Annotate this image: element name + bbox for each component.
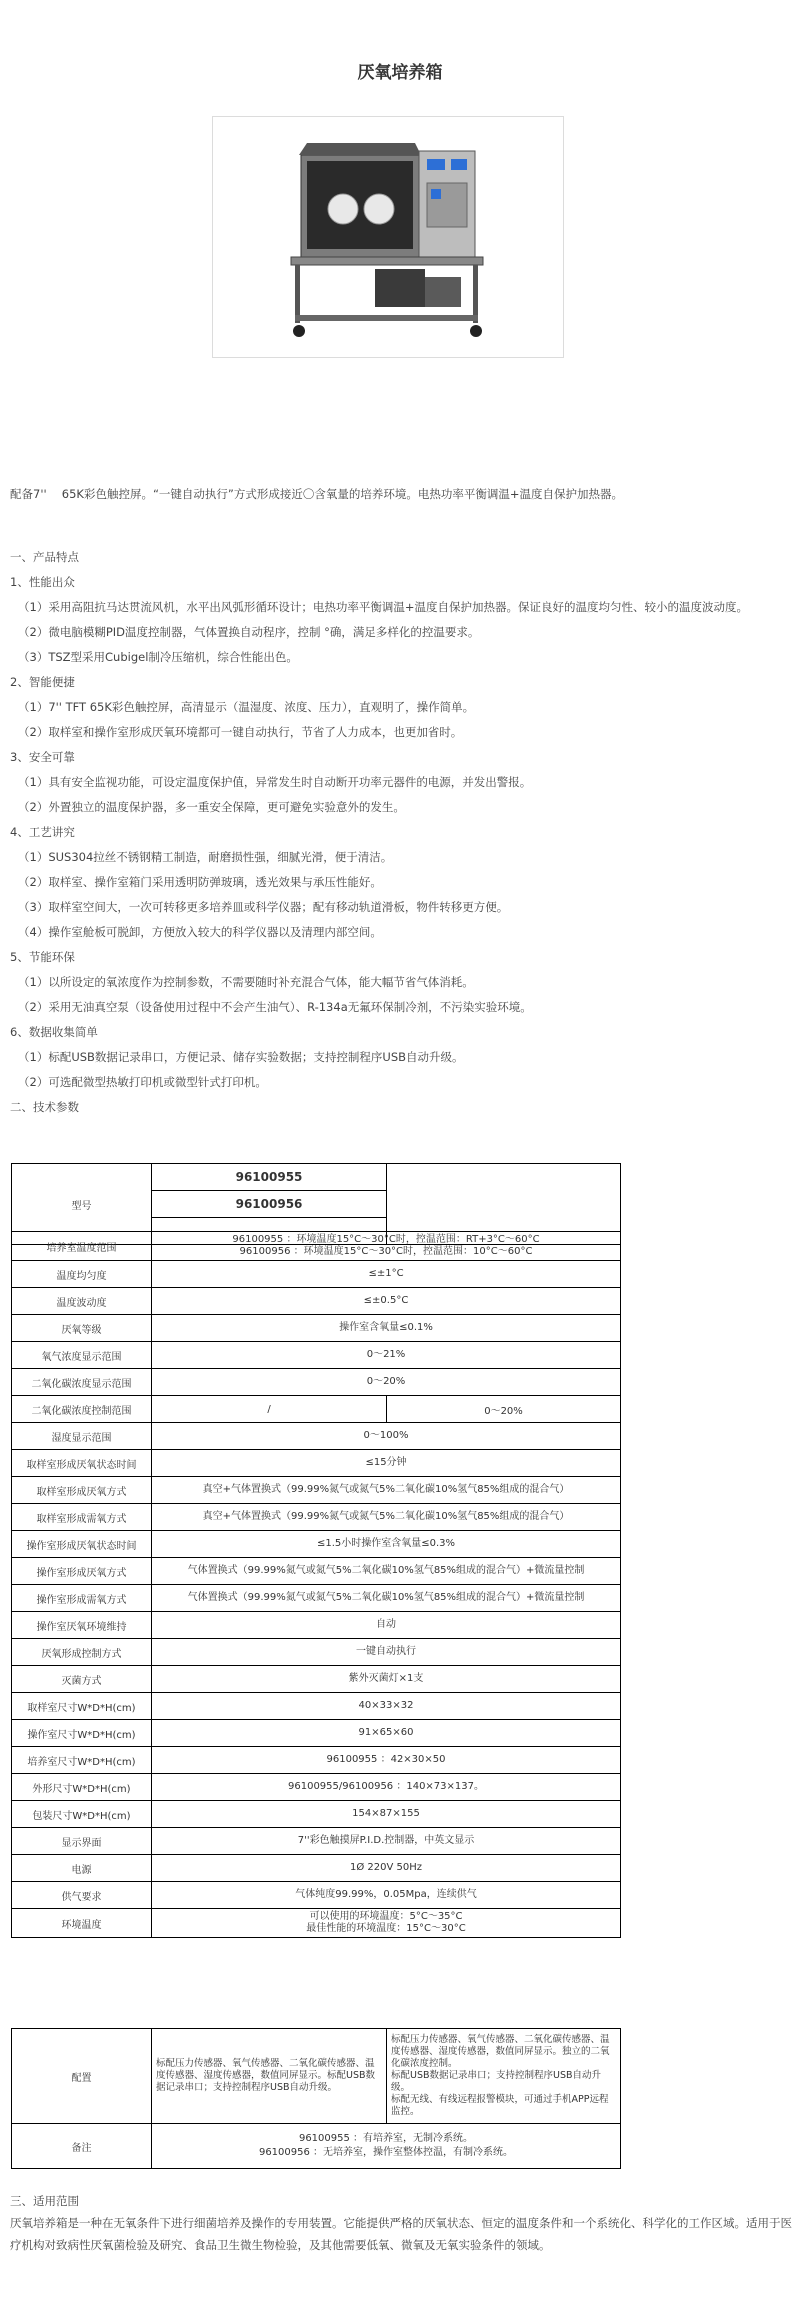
- param-label: 供气要求: [12, 1882, 152, 1909]
- param-label: 灭菌方式: [12, 1666, 152, 1693]
- feature-item: （1）以所设定的氧浓度作为控制参数，不需要随时补充混合气体，能大幅节省气体消耗。: [18, 975, 474, 989]
- feature-item: （3）取样室空间大，一次可转移更多培养皿或科学仪器；配有移动轨道滑板，物件转移更方便。: [18, 900, 509, 914]
- config-left: 标配压力传感器、氧气传感器、二氧化碳传感器、温度传感器、湿度传感器，数值同屏显示。标配USB数据记录串口；支持控制程序USB自动升级。: [152, 2029, 387, 2124]
- table-row: [12, 1828, 621, 1855]
- table-row: [12, 1747, 621, 1774]
- param-value: 自动: [152, 1612, 621, 1639]
- param-value: /: [152, 1396, 387, 1423]
- param-value: 可以使用的环境温度：5°C～35°C 最佳性能的环境温度：15°C～30°C: [152, 1909, 621, 1938]
- param-label: 取样室形成需氧方式: [12, 1504, 152, 1531]
- param-value: 7''彩色触摸屏P.I.D.控制器，中英文显示: [152, 1828, 621, 1855]
- param-value: ≤1.5小时操作室含氧量≤0.3%: [152, 1531, 621, 1558]
- param-value: 91×65×60: [152, 1720, 621, 1747]
- param-value: 154×87×155: [152, 1801, 621, 1828]
- product-photo: [212, 116, 564, 358]
- param-label: 电源: [12, 1855, 152, 1882]
- table-row: [12, 1639, 621, 1666]
- param-label: 二氧化碳浓度显示范围: [12, 1369, 152, 1396]
- feature-item: （2）取样室、操作室箱门采用透明防弹玻璃，透光效果与承压性能好。: [18, 875, 382, 889]
- table-row: [12, 1288, 621, 1315]
- table-row: [12, 1477, 621, 1504]
- param-value: 紫外灭菌灯×1支: [152, 1666, 621, 1693]
- param-value: 40×33×32: [152, 1693, 621, 1720]
- table-row: [12, 1342, 621, 1369]
- param-label: 温度均匀度: [12, 1261, 152, 1288]
- table-row: [12, 2124, 621, 2169]
- param-label: 包装尺寸W*D*H(cm): [12, 1801, 152, 1828]
- param-label: 培养室温度范围: [12, 1232, 152, 1261]
- table-row: [12, 2029, 621, 2124]
- feature-item: （1）标配USB数据记录串口，方便记录、储存实验数据；支持控制程序USB自动升级。: [18, 1050, 464, 1064]
- table-row: [12, 1369, 621, 1396]
- table-row: [12, 1558, 621, 1585]
- feature-item: （2）微电脑模糊PID温度控制器，气体置换自动程序，控制 °确，满足多样化的控温要求。: [18, 625, 480, 639]
- param-value: ≤±0.5°C: [152, 1288, 621, 1315]
- param-value: 0～21%: [152, 1342, 621, 1369]
- param-value: 操作室含氧量≤0.1%: [152, 1315, 621, 1342]
- param-value: 真空+气体置换式（99.99%氮气或氮气5%二氧化碳10%氢气85%组成的混合气）: [152, 1477, 621, 1504]
- feature-item: （2）外置独立的温度保护器，多一重安全保障，更可避免实验意外的发生。: [18, 800, 405, 814]
- param-label: 厌氧等级: [12, 1315, 152, 1342]
- spec-table-config: [11, 2028, 621, 2169]
- param-label: 环境温度: [12, 1909, 152, 1938]
- feature-item: （4）操作室舱板可脱卸，方便放入较大的科学仪器以及清理内部空间。: [18, 925, 382, 939]
- table-row: [12, 1585, 621, 1612]
- config-label: 配置: [12, 2029, 152, 2124]
- table-row: [12, 1450, 621, 1477]
- page-title: 厌氧培养箱: [357, 63, 443, 83]
- table-row: [12, 1396, 621, 1423]
- table-row: [12, 1909, 621, 1938]
- section-features: [10, 545, 795, 1120]
- param-label: 培养室尺寸W*D*H(cm): [12, 1747, 152, 1774]
- table-row: [12, 1693, 621, 1720]
- param-label: 厌氧形成控制方式: [12, 1639, 152, 1666]
- spec-table-body: [11, 1231, 621, 1938]
- param-label: 操作室形成厌氧方式: [12, 1558, 152, 1585]
- model-2: 96100956: [152, 1191, 387, 1218]
- feature-item: （1）采用高阻抗马达贯流风机，水平出风弧形循环设计；电热功率平衡调温+温度自保护加热器。保证良好的温度均匀性、较小的温度波动度。: [18, 600, 748, 614]
- table-row: [12, 1423, 621, 1450]
- param-label: 二氧化碳浓度控制范围: [12, 1396, 152, 1423]
- remark-label: 备注: [12, 2124, 152, 2169]
- table-row: [12, 1164, 621, 1191]
- table-row: [12, 1504, 621, 1531]
- feature-item: （2）可选配微型热敏打印机或微型针式打印机。: [18, 1075, 267, 1089]
- table-row: [12, 1720, 621, 1747]
- feature-item: （3）TSZ型采用Cubigel制冷压缩机，综合性能出色。: [18, 650, 298, 664]
- remark-value: 96100955 ：有培养室，无制冷系统。 96100956 ：无培养室，操作室整体控温，有制冷系统。: [152, 2124, 621, 2169]
- param-label: 温度波动度: [12, 1288, 152, 1315]
- feature-item: （1）具有安全监视功能，可设定温度保护值，异常发生时自动断开功率元器件的电源，并发出警报。: [18, 775, 532, 789]
- group-title: 4、工艺讲究: [10, 825, 75, 839]
- param-value: 一键自动执行: [152, 1639, 621, 1666]
- intro-text: 配备7'' 65K彩色触控屏。“一键自动执行”方式形成接近〇含氧量的培养环境。电热功率平衡调温+温度自保护加热器。: [10, 487, 624, 501]
- table-row: [12, 1315, 621, 1342]
- param-value: 气体纯度99.99%，0.05Mpa，连续供气: [152, 1882, 621, 1909]
- param-label: 外形尺寸W*D*H(cm): [12, 1774, 152, 1801]
- anaerobic-incubator-image: [213, 117, 563, 357]
- param-label: 操作室厌氧环境维持: [12, 1612, 152, 1639]
- table-row: [12, 1612, 621, 1639]
- group-title: 6、数据收集简单: [10, 1025, 98, 1039]
- scope-text: 厌氧培养箱是一种在无氧条件下进行细菌培养及操作的专用装置。它能提供严格的厌氧状态、恒定的温度条件和一个系统化、科学化的工作区域。适用于医疗机构对致病性厌氧菌检验及研究、食品卫生微生物检验，及其他需要低氧、微氧及无氧实验条件的领域。: [10, 2216, 792, 2252]
- spec-heading: 二、技术参数: [10, 1100, 79, 1114]
- param-label: 取样室形成厌氧状态时间: [12, 1450, 152, 1477]
- feature-item: （2）取样室和操作室形成厌氧环境都可一键自动执行，节省了人力成本，也更加省时。: [18, 725, 463, 739]
- param-value: 0～20%: [152, 1369, 621, 1396]
- group-title: 3、安全可靠: [10, 750, 75, 764]
- feature-item: （1）7'' TFT 65K彩色触控屏，高清显示（温湿度、浓度、压力），直观明了，操作简单。: [18, 700, 475, 714]
- param-value: 真空+气体置换式（99.99%氮气或氮气5%二氧化碳10%氢气85%组成的混合气）: [152, 1504, 621, 1531]
- table-row: [12, 1232, 621, 1261]
- param-label: 操作室形成需氧方式: [12, 1585, 152, 1612]
- param-value: 1Ø 220V 50Hz: [152, 1855, 621, 1882]
- table-row: [12, 1855, 621, 1882]
- param-value: 气体置换式（99.99%氮气或氮气5%二氧化碳10%氢气85%组成的混合气）+微流量控制: [152, 1558, 621, 1585]
- group-title: 5、节能环保: [10, 950, 75, 964]
- param-label: 显示界面: [12, 1828, 152, 1855]
- table-row: [12, 1666, 621, 1693]
- param-label: 操作室形成厌氧状态时间: [12, 1531, 152, 1558]
- config-right: 标配压力传感器、氧气传感器、二氧化碳传感器、温度传感器、湿度传感器，数值同屏显示。独立的二氧化碳浓度控制。 标配USB数据记录串口；支持控制程序USB自动升级。 标配无线、有线远程报警模块，可通过手机APP远程监控。: [387, 2029, 621, 2124]
- group-title: 2、智能便捷: [10, 675, 75, 689]
- section-scope: [10, 2190, 795, 2256]
- param-value: 96100955 ：环境温度15°C～30°C时，控温范围：RT+3°C～60°C 96100956 ：环境温度15°C～30°C时，控温范围：10°C～60°C: [152, 1232, 621, 1261]
- table-row: [12, 1774, 621, 1801]
- param-value: 0～100%: [152, 1423, 621, 1450]
- param-value: ≤±1°C: [152, 1261, 621, 1288]
- table-row: [12, 1531, 621, 1558]
- feature-item: （1）SUS304拉丝不锈钢精工制造，耐磨损性强，细腻光滑，便于清洁。: [18, 850, 393, 864]
- param-value: 0～20%: [387, 1396, 621, 1423]
- param-label: 取样室尺寸W*D*H(cm): [12, 1693, 152, 1720]
- table-row: [12, 1882, 621, 1909]
- scope-heading: 三、适用范围: [10, 2194, 79, 2208]
- model-1: 96100955: [152, 1164, 387, 1191]
- model-label: 型号: [12, 1164, 152, 1245]
- feature-item: （2）采用无油真空泵（设备使用过程中不会产生油气）、R-134a无氟环保制冷剂，不污染实验环境。: [18, 1000, 532, 1014]
- features-heading: 一、产品特点: [10, 550, 79, 564]
- param-label: 氧气浓度显示范围: [12, 1342, 152, 1369]
- param-value: 96100955 ：42×30×50: [152, 1747, 621, 1774]
- table-row: [12, 1261, 621, 1288]
- param-label: 湿度显示范围: [12, 1423, 152, 1450]
- table-row: [12, 1801, 621, 1828]
- param-label: 操作室尺寸W*D*H(cm): [12, 1720, 152, 1747]
- param-label: 取样室形成厌氧方式: [12, 1477, 152, 1504]
- param-value: ≤15分钟: [152, 1450, 621, 1477]
- param-value: 气体置换式（99.99%氮气或氮气5%二氧化碳10%氢气85%组成的混合气）+微流量控制: [152, 1585, 621, 1612]
- param-value: 96100955/96100956 ：140×73×137。: [152, 1774, 621, 1801]
- group-title: 1、性能出众: [10, 575, 75, 589]
